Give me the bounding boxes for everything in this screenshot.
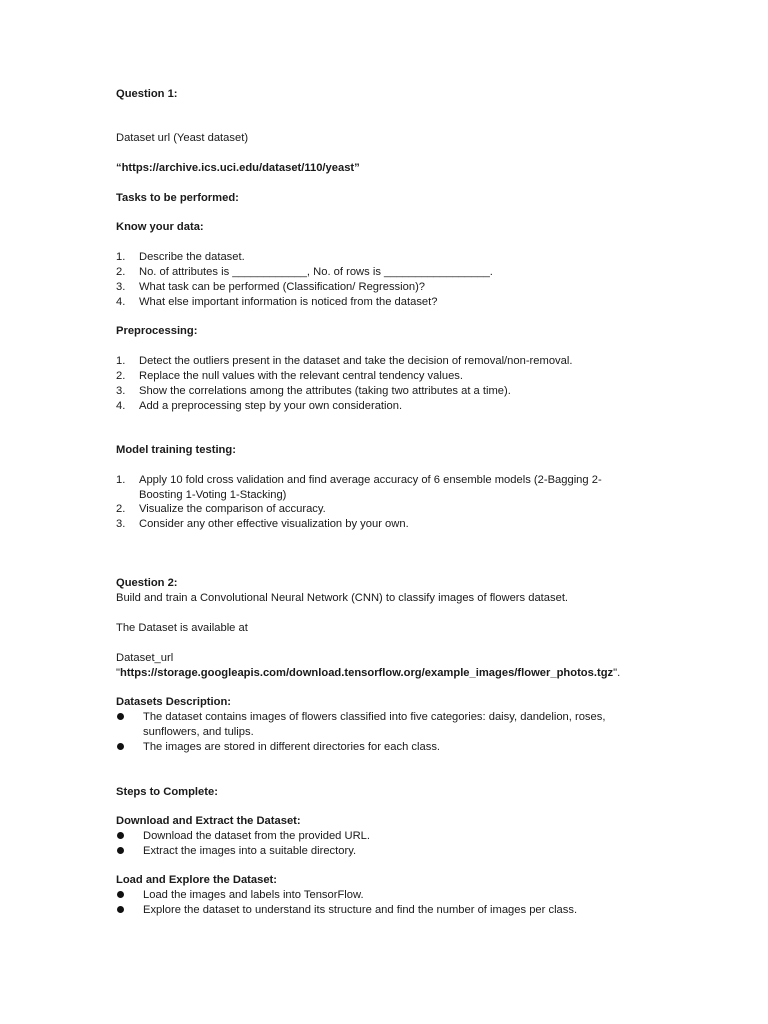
bullet-icon — [116, 903, 126, 918]
steps-heading: Steps to Complete: — [116, 786, 218, 798]
bullet-icon — [116, 888, 126, 903]
question-2-heading: Question 2: — [116, 577, 178, 589]
download-extract-heading: Download and Extract the Dataset: — [116, 815, 301, 827]
document-page: Question 1: Dataset url (Yeast dataset) “https://archive.ics.uci.edu/dataset/110/yeast” Tasks to be performed: Know your data: 1. Describe the dataset. 2. No. of attributes is ____________, No. of rows is _________________. 3. What task can be performed (Classification/ Regression)? 4. What else important information is noticed from the dataset? Preprocessing: 1. Detect the outliers present in the dataset and take the decision of removal/non-removal. 2. Replace the null values with the relevant central tendency values. 3. Show the correlations among the attributes (taking two attributes at a time). 4. Add a preprocessing step by your own consideration. Model training testing: 1. Apply 10 fold cross validation and find average accuracy of 6 ensemble models (2-Bagging 2- Boosting 1-Voting 1-Stacking) 2. Visualize the comparison of accuracy. 3. Consider any other effective visualization by your own. Question 2: Build and train a Convolutional Neural Network (CNN) to classify images of flowers dataset. The Dataset is available at Dataset_url "https://storage.googleapis.com/download.tensorflow.org/example_images/flower_photos.tgz". Datasets Description: The dataset contains images of flowers classified into five categories: daisy, dandelion, roses, sunflowers, and tulips. The images are stored in different directories for each class. Steps to Complete: Download and Extract the Dataset: Download the dataset from the provided URL. Extract the images into a suitable directory. Load and Explore the Dataset: Load the images and labels into TensorFlow. Explore the dataset to understand its structure and find the number of images per class. — [116, 88, 621, 916]
preprocessing-heading: Preprocessing: — [116, 325, 198, 337]
bullet-icon — [116, 740, 126, 755]
dataset-url: “https://archive.ics.uci.edu/dataset/110/yeast” — [116, 162, 360, 174]
know-your-data-heading: Know your data: — [116, 221, 204, 233]
dataset-availability: The Dataset is available at — [116, 622, 248, 634]
question-1-heading: Question 1: — [116, 88, 178, 100]
load-explore-heading: Load and Explore the Dataset: — [116, 874, 278, 886]
tasks-heading: Tasks to be performed: — [116, 192, 239, 204]
dataset-url-label: Dataset_url — [116, 652, 174, 664]
dataset-label: Dataset url (Yeast dataset) — [116, 132, 249, 144]
flowers-dataset-url: "https://storage.googleapis.com/download.tensorflow.org/example_images/flower_photos.tgz". — [116, 667, 621, 679]
bullet-icon — [116, 844, 126, 859]
bullet-icon — [116, 829, 126, 844]
flowers-url-link[interactable]: https://storage.googleapis.com/download.tensorflow.org/example_images/flower_photos.tgz — [119, 667, 614, 679]
bullet-icon — [116, 710, 126, 725]
question-2-intro: Build and train a Convolutional Neural Network (CNN) to classify images of flowers dataset. — [116, 592, 569, 604]
model-training-heading: Model training testing: — [116, 444, 236, 456]
datasets-description-heading: Datasets Description: — [116, 696, 232, 708]
